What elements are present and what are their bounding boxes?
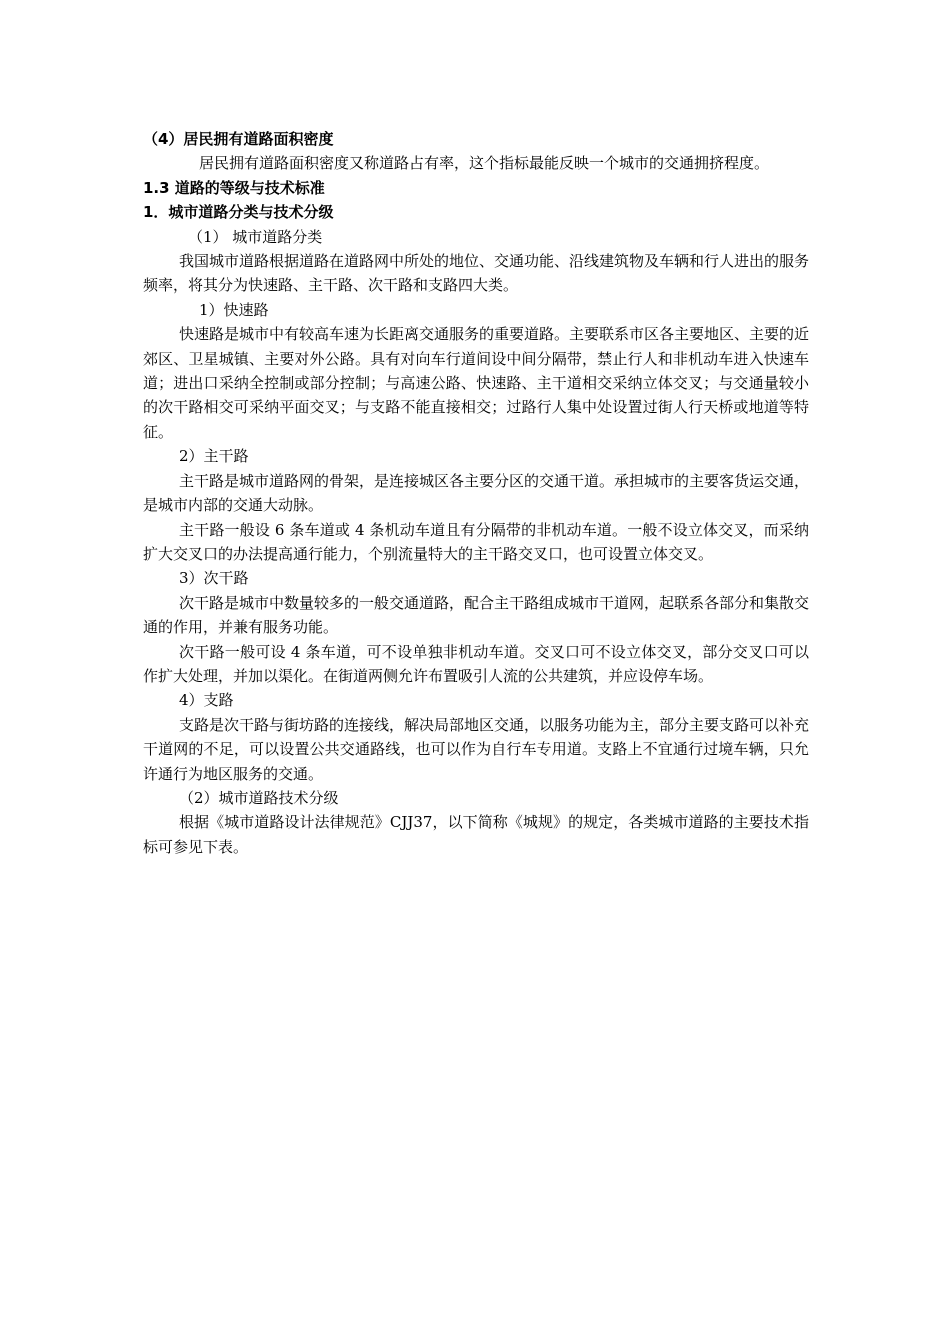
paragraph-arterial-1: 主干路是城市道路网的骨架，是连接城区各主要分区的交通干道。承担城市的主要客货运交通，是城市内部的交通大动脉。 [143,471,810,515]
paragraph-density: 居民拥有道路面积密度又称道路占有率，这个指标最能反映一个城市的交通拥挤程度。 [199,154,770,173]
heading-section-1-3: 1.3 道路的等级与技术标准 [143,178,325,197]
item-secondary: 3）次干路 [179,569,249,588]
heading-density: （4）居民拥有道路面积密度 [143,130,334,148]
paragraph-secondary-2: 次干路一般可设 4 条车道，可不设单独非机动车道。交叉口可不设立体交叉，部分交叉口可以作扩大处理，并加以渠化。在街道两侧允许布置吸引人流的公共建筑，并应设停车场。 [143,642,809,685]
paragraph-grading: 根据《城市道路设计法律规范》CJJ37，以下简称《城规》的规定，各类城市道路的主要技术指标可参见下表。 [143,813,809,856]
paragraph-branch: 支路是次干路与街坊路的连接线，解决局部地区交通，以服务功能为主，部分主要支路可以补充干道网的不足，可以设置公共交通路线，也可以作为自行车专用道。支路上不宜通行过境车辆，只允许通行为地区服务的交通。 [143,715,810,783]
paragraph-arterial-2: 主干路一般设 6 条车道或 4 条机动车道且有分隔带的非机动车道。一般不设立体交叉，而采纳扩大交叉口的办法提高通行能力，个别流量特大的主干路交叉口，也可设置立体交叉。 [143,520,809,563]
document-body [143,127,809,859]
subheading-technical-grading: （2）城市道路技术分级 [179,788,339,807]
item-branch: 4）支路 [179,691,234,710]
paragraph-secondary-1: 次干路是城市中数量较多的一般交通道路，配合主干路组成城市干道网，起联系各部分和集散交通的作用，并兼有服务功能。 [143,593,810,637]
item-arterial: 2）主干路 [179,447,249,466]
paragraph-expressway: 快速路是城市中有较高车速为长距离交通服务的重要道路。主要联系市区各主要地区、主要的近郊区、卫星城镇、主要对外公路。具有对向车行道间设中间分隔带，禁止行人和非机动车进入快速车道；进出口采纳全控制或部分控制；与高速公路、快速路、主干道相交采纳立体交叉；与交通量较小的次干路相交可采纳平面交叉；与支路不能直接相交；过路行人集中处设置过街人行天桥或地道等特征。 [143,325,810,441]
paragraph-classification: 我国城市道路根据道路在道路网中所处的地位、交通功能、沿线建筑物及车辆和行人进出的服务频率，将其分为快速路、主干路、次干路和支路四大类。 [143,252,810,295]
item-expressway: 1）快速路 [199,300,269,319]
subheading-road-classification: （1） 城市道路分类 [188,227,323,246]
heading-classification: 1．城市道路分类与技术分级 [143,203,334,222]
